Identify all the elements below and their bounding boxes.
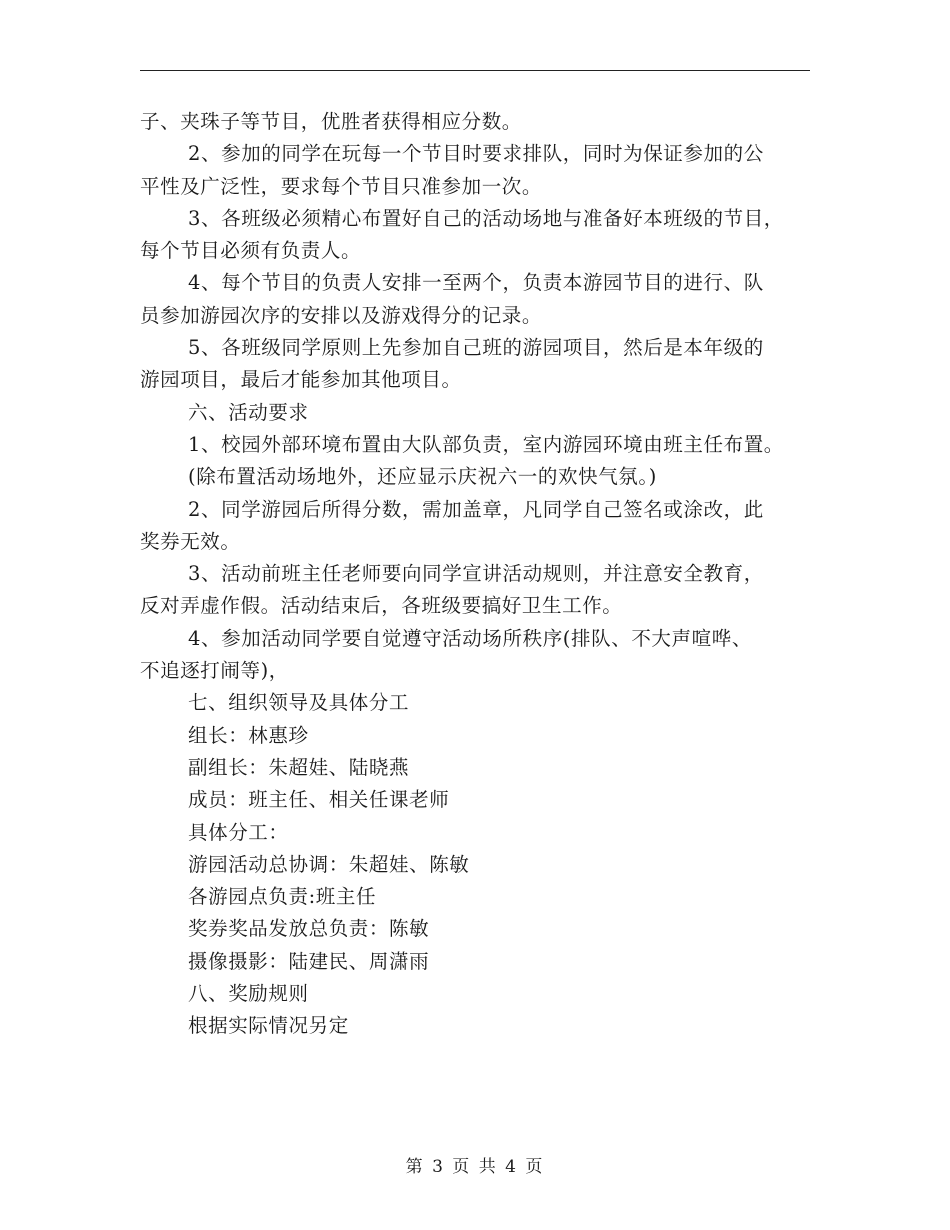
text-line: 4、每个节目的负责人安排一至两个，负责本游园节目的进行、队 bbox=[188, 271, 764, 295]
text-line: 1、校园外部环境布置由大队部负责，室内游园环境由班主任布置。 bbox=[188, 432, 784, 456]
text-line: 游园活动总协调：朱超娃、陈敏 bbox=[188, 852, 470, 876]
text-line: 六、活动要求 bbox=[188, 400, 309, 424]
text-line: 2、同学游园后所得分数，需加盖章，凡同学自己签名或涂改，此 bbox=[188, 497, 764, 521]
page-number-footer: 第 3 页 共 4 页 bbox=[405, 1157, 545, 1177]
text-line: 不追逐打闹等)， bbox=[140, 659, 289, 683]
text-line: 平性及广泛性，要求每个节目只准参加一次。 bbox=[140, 174, 543, 198]
text-line: 员参加游园次序的安排以及游戏得分的记录。 bbox=[140, 303, 543, 327]
header-rule bbox=[140, 70, 810, 71]
text-line: 成员：班主任、相关任课老师 bbox=[188, 788, 450, 812]
text-line: 副组长：朱超娃、陆晓燕 bbox=[188, 755, 410, 779]
text-line: 4、参加活动同学要自觉遵守活动场所秩序(排队、不大声喧哗、 bbox=[188, 626, 752, 650]
text-line: 组长：林惠珍 bbox=[188, 723, 309, 747]
text-line: 5、各班级同学原则上先参加自己班的游园项目，然后是本年级的 bbox=[188, 336, 764, 360]
text-line: 2、参加的同学在玩每一个节目时要求排队，同时为保证参加的公 bbox=[188, 142, 764, 166]
text-line: 3、各班级必须精心布置好自己的活动场地与准备好本班级的节目， bbox=[188, 206, 784, 230]
text-line: 具体分工： bbox=[188, 820, 289, 844]
text-line: 各游园点负责:班主任 bbox=[188, 885, 377, 909]
text-line: 每个节目必须有负责人。 bbox=[140, 239, 362, 263]
text-line: 奖券奖品发放总负责：陈敏 bbox=[188, 917, 430, 941]
text-line: 子、夹珠子等节目，优胜者获得相应分数。 bbox=[140, 110, 522, 133]
text-line: 八、奖励规则 bbox=[188, 982, 309, 1006]
text-line: 七、组织领导及具体分工 bbox=[188, 691, 410, 715]
document-body bbox=[140, 106, 830, 1043]
text-line: (除布置活动场地外，还应显示庆祝六一的欢快气氛。) bbox=[188, 465, 657, 489]
text-line: 奖券无效。 bbox=[140, 529, 241, 553]
text-line: 游园项目，最后才能参加其他项目。 bbox=[140, 368, 462, 392]
text-line: 根据实际情况另定 bbox=[188, 1014, 349, 1038]
text-line: 反对弄虚作假。活动结束后，各班级要搞好卫生工作。 bbox=[140, 594, 623, 618]
text-line: 摄像摄影：陆建民、周潇雨 bbox=[188, 949, 430, 973]
text-line: 3、活动前班主任老师要向同学宣讲活动规则，并注意安全教育， bbox=[188, 562, 764, 586]
